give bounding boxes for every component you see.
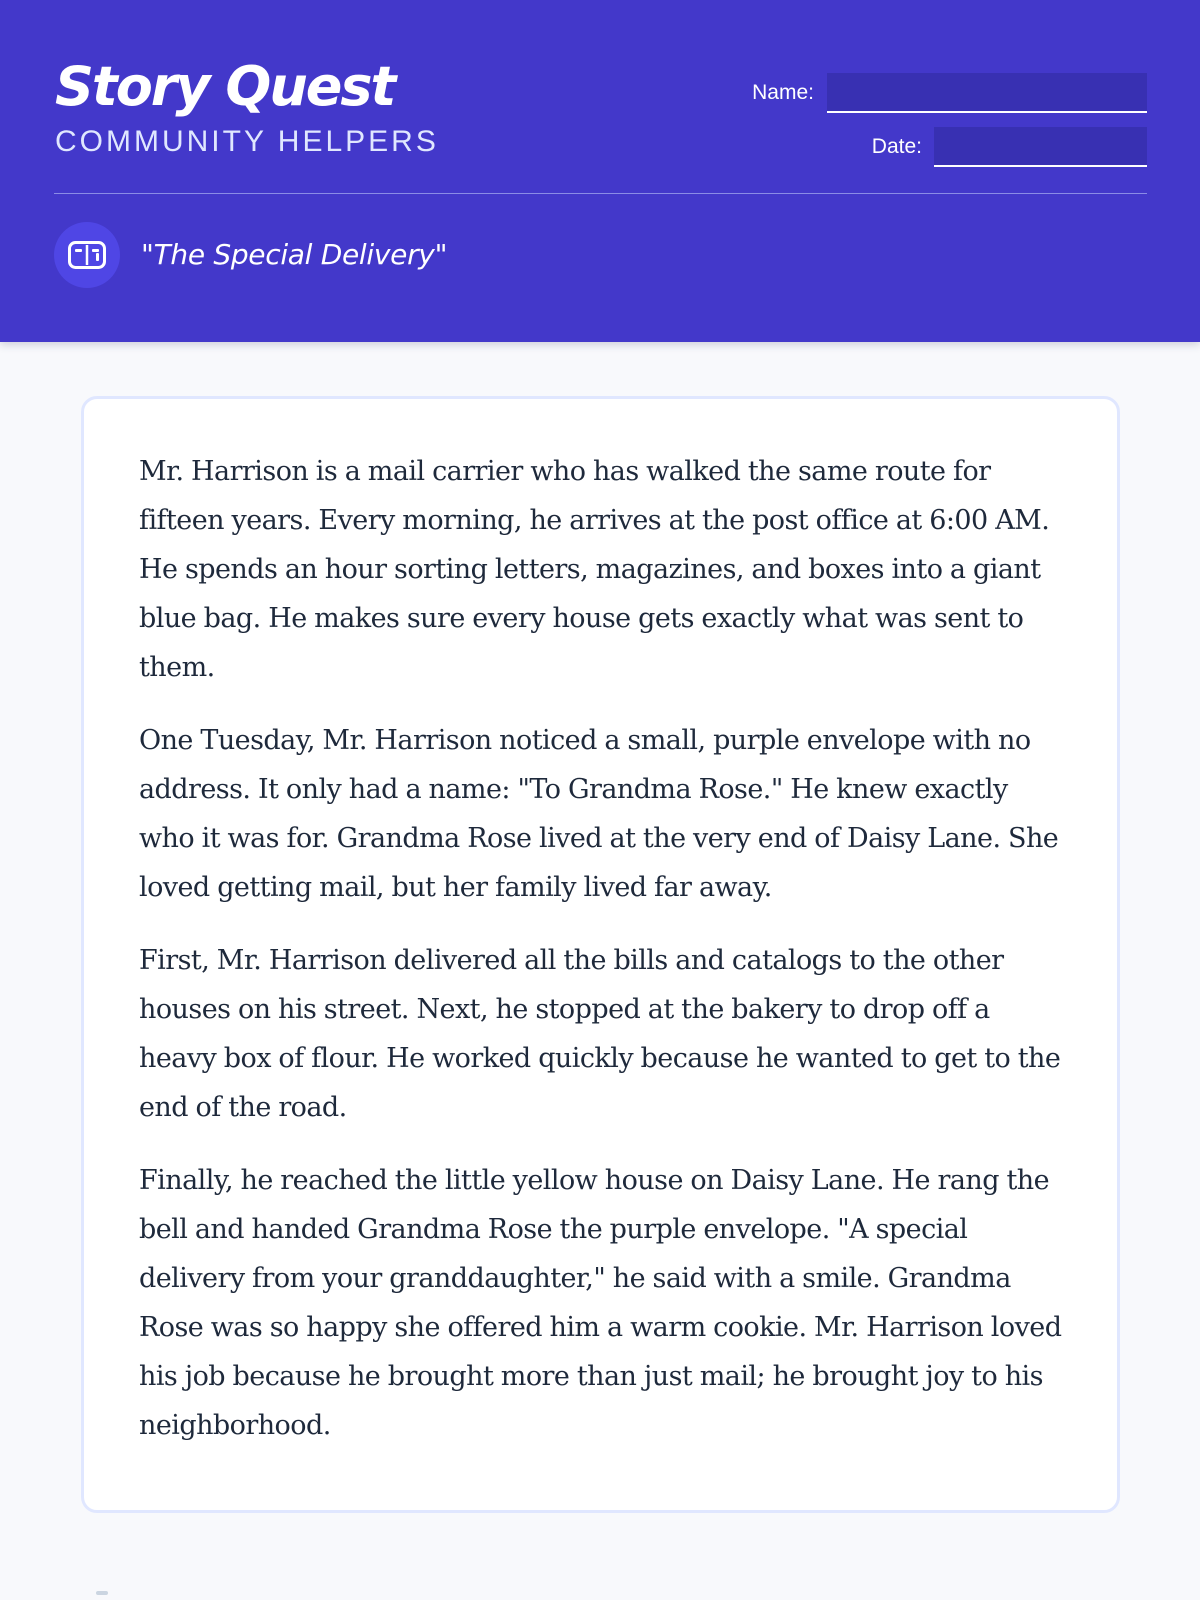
name-label: Name: bbox=[752, 81, 814, 104]
open-book-icon bbox=[54, 222, 120, 288]
story-paragraph: Mr. Harrison is a mail carrier who has walked the same route for fifteen years. Every morning, he arrives at the post office at 6:00 AM. He spends an hour sorting letters, magazines, and boxes into a giant blue bag. He makes sure every house gets exactly what was sent to them. bbox=[139, 456, 1050, 683]
story-title: "The Special Delivery" bbox=[141, 238, 448, 271]
unit-subtitle: COMMUNITY HELPERS bbox=[55, 125, 439, 158]
story-paragraph: First, Mr. Harrison delivered all the bills and catalogs to the other houses on his street. Next, he stopped at the bakery to drop off a heavy box of flour. He worked quickly because he wanted to get to the end of the road. bbox=[139, 945, 1061, 1123]
story-paragraph: Finally, he reached the little yellow house on Daisy Lane. He rang the bell and handed Grandma Rose the purple envelope. "A special delivery from your granddaughter," he said with a smile. Grandma Rose was so happy she offered him a warm cookie. Mr. Harrison loved his job because he brought more than just mail; he brought joy to his neighborhood. bbox=[139, 1165, 1062, 1441]
next-section-edge bbox=[96, 1591, 108, 1595]
worksheet-header bbox=[0, 0, 1200, 342]
name-input[interactable] bbox=[827, 73, 1147, 113]
date-input[interactable] bbox=[934, 127, 1147, 167]
brand-title: Story Quest bbox=[55, 55, 395, 118]
date-label: Date: bbox=[871, 135, 922, 158]
story-paragraph: One Tuesday, Mr. Harrison noticed a small, purple envelope with no address. It only had a name: "To Grandma Rose." He knew exactly who it was for. Grandma Rose lived at the very end of Daisy Lane. She loved getting mail, but her family lived far away. bbox=[139, 725, 1059, 903]
header-divider bbox=[54, 193, 1147, 194]
story-card bbox=[81, 396, 1120, 1513]
